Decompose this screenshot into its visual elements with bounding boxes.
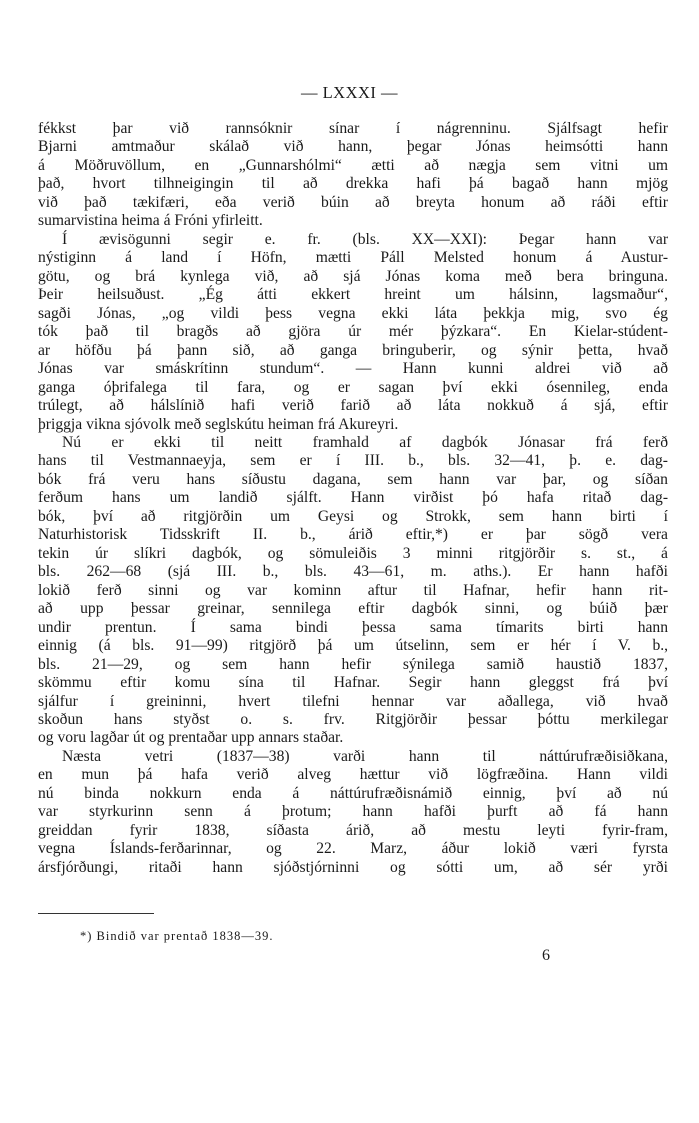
text-line: og voru lagðar út og prentaðar upp annars staðar. (38, 729, 344, 747)
text-line: Jónas var smáskrítinn stundum“. — Hann kunni aldrei við að (38, 360, 669, 378)
text-line: Nú er ekki til neitt framhald af dagbók Jónasar frá ferð (62, 433, 668, 451)
text-line: þriggja vikna sjóvolk með seglskútu heiman frá Akureyri. (38, 415, 399, 433)
page-header: — LXXXI — (300, 83, 399, 102)
footnote-divider (38, 913, 154, 914)
text-line: bls. 262—68 (sjá III. b., bls. 43—61, m. aths.). Er hann hafði (38, 563, 668, 581)
text-line: ar höfðu þá þann sið, að ganga bringuberir, og sýnir þetta, hvað (38, 341, 669, 359)
text-line: var styrkurinn senn á þrotum; hann hafði þurft að fá hann (38, 803, 668, 821)
text-line: fékkst þar við rannsóknir sínar í nágrenninu. Sjálfsagt hefir (38, 120, 668, 137)
text-line: bók, því að ritgjörðin um Geysi og Strokk, sem hann birti í (38, 507, 668, 525)
text-line: greiddan fyrir 1838, síðasta árið, að mestu leyti fyrir-fram, (38, 821, 669, 839)
text-line: skoðun hans styðst o. s. frv. Ritgjörðir þessar þóttu merkilegar (38, 711, 669, 728)
text-line: að upp þessar greinar, sennilega eftir dagbók sinni, og búið þær (38, 600, 668, 618)
text-line: hans til Vestmannaeyja, sem er í III. b., bls. 32—41, þ. e. dag- (38, 452, 668, 470)
text-line: ganga óþrifalega til fara, og er sagan því ekki ósennileg, enda (38, 378, 669, 396)
page-number: 6 (542, 947, 550, 964)
text-line: lokið ferð sinni og var kominn aftur til Hafnar, hefir hann rit- (38, 581, 669, 599)
footnote: *) Bindið var prentað 1838—39. (80, 929, 274, 943)
text-line: bók frá veru hans síðustu dagana, sem hann var þar, og síðan (38, 470, 668, 488)
text-line: tók það til bragðs að gjöra úr mér þýzkara“. En Kielar-stúdent- (38, 323, 668, 341)
text-line: Bjarni amtmaður skálað við hann, þegar Jónas heimsótti hann (38, 138, 669, 156)
text-line: ársfjórðungi, ritaði hann sjóðstjórninni og sótti um, að sér yrði (38, 858, 668, 876)
text-line: tekin úr slíkri dagbók, og sömuleiðis 3 minni ritgjörðir s. st., á (38, 544, 668, 562)
text-line: skömmu eftir komu sína til Hafnar. Segir hann gleggst frá því (38, 674, 669, 692)
text-line: Þeir heilsuðust. „Ég átti ekkert hreint um hálsinn, lagsmaður“, (38, 286, 668, 304)
text-line: bls. 21—29, og sem hann hefir sýnilega samið haustið 1837, (38, 655, 669, 673)
text-line: en mun þá hafa verið alveg hættur við lögfræðina. Hann vildi (38, 766, 668, 784)
text-line: undir prentun. Í sama bindi þessa sama tímarits birti hann (38, 618, 669, 636)
text-line: Næsta vetri (1837—38) varði hann til náttúrufræðisiðkana, (62, 747, 668, 765)
text-line: nú binda nokkurn enda á náttúrufræðisnámið einnig, því að nú (38, 784, 669, 802)
text-line: trúlegt, að hálslínið hafi verið farið að láta nokkuð á sjá, eftir (38, 397, 669, 415)
text-line: einnig (á bls. 91—99) ritgjörð þá um útselinn, sem er hér í V. b., (38, 637, 669, 655)
text-line: það, hvort tilhneigingin til að drekka hafi þá bagað hann mjög (38, 175, 669, 193)
text-line: nýstiginn á land í Höfn, mætti Páll Melsted honum á Austur- (38, 249, 669, 267)
text-line: sjálfur í greininni, hvert tilefni hennar var aðallega, við hvað (38, 692, 668, 710)
text-line: Naturhistorisk Tidsskrift II. b., árið eftir,*) er þar sögð vera (38, 526, 668, 544)
text-line: sagði Jónas, „og vildi þess vegna ekki láta þekkja mig, svo ég (38, 304, 668, 322)
text-line: við það tækifæri, eða verið búin að breyta honum að ráði eftir (38, 193, 668, 211)
text-line: götu, og brá kynlega við, að sjá Jónas koma með bera bringuna. (38, 267, 668, 285)
text-line: ferðum hans um landið sjálft. Hann virðist þó hafa ritað dag- (38, 489, 669, 507)
text-line: sumarvistina heima á Fróni yfirleitt. (38, 212, 263, 230)
text-line: á Möðruvöllum, en „Gunnarshólmi“ ætti að nægja sem vitni um (38, 156, 668, 174)
body-text (38, 120, 668, 877)
text-line: vegna Íslands-ferðarinnar, og 22. Marz, áður lokið væri fyrsta (38, 840, 668, 858)
text-line: Í ævisögunni segir e. fr. (bls. XX—XXI): Þegar hann var (62, 230, 669, 248)
